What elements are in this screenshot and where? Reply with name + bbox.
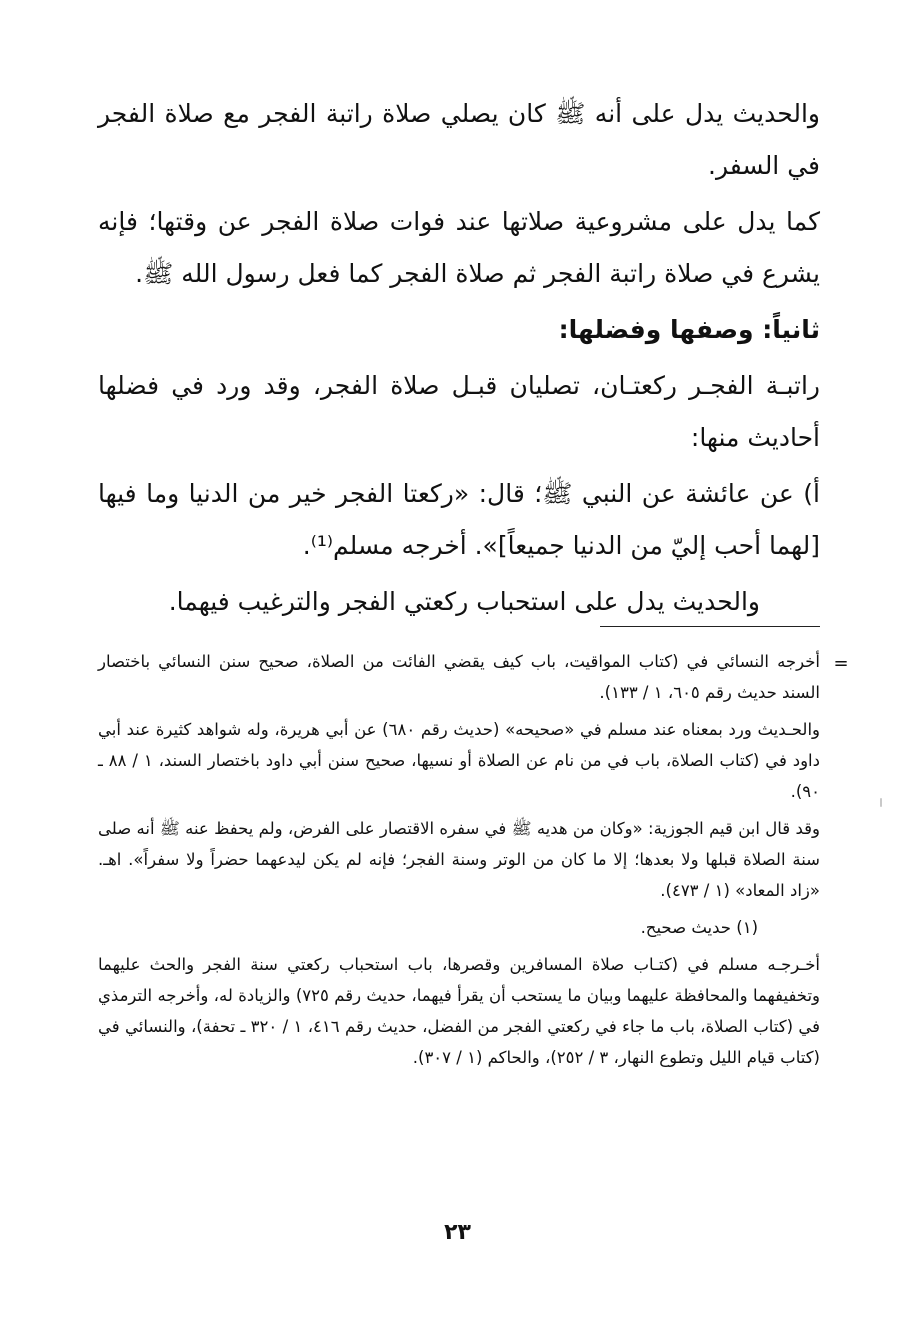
footnotes	[98, 646, 820, 1073]
footnote-muslim-meaning: والحـديث ورد بمعناه عند مسلم في «صحيحه» (حديث رقم ٦٨٠) عن أبي هريرة، وله شواهد كثيرة عند أبي داود في (كتاب الصلاة، باب في من نام عن الصلاة أو نسيها، صحيح سنن أبي داود باختصار السند، ١ / ٨٨ ـ ٩٠).	[98, 720, 820, 801]
paragraph-hadith-aisha: أ) عن عائشة عن النبي ﷺ؛ قال: «ركعتا الفجر خير من الدنيا وما فيها [لهما أحب إليّ من الدنيا جميعاً]». أخرجه مسلم⁽¹⁾.	[98, 479, 820, 560]
paragraph-conclusion: والحديث يدل على استحباب ركعتي الفجر والترغيب فيهما.	[168, 587, 760, 616]
footnote-ibn-qayyim: وقد قال ابن قيم الجوزية: «وكان من هديه ﷺ في سفره الاقتصار على الفرض، ولم يحفظ عنه ﷺ أنه صلى سنة الصلاة قبلها ولا بعدها؛ إلا ما كان من الوتر وسنة الفجر؛ فإنه لم يكن ليدعهما حضراً ولا سفراً». اهـ. «زاد المعاد» (١ / ٤٧٣).	[98, 819, 820, 900]
footnote-1-sources: أخـرجـه مسلم في (كتـاب صلاة المسافرين وقصرها، باب استحباب ركعتي سنة الفجر والحث عليهما وتخفيفهما والمحافظة عليهما وبيان ما يستحب أن يقرأ فيهما، حديث رقم ٧٢٥) والزيادة له، وأخرجه الترمذي في (كتاب الصلاة، باب ما جاء في ركعتي الفجر من الفضل، حديث رقم ٤١٦، ١ / ٣٢٠ ـ تحفة)، والنسائي في (كتاب قيام الليل وتطوع النهار، ٣ / ٢٥٢)، والحاكم (١ / ٣٠٧).	[98, 955, 820, 1067]
footnote-1-grade: (١) حديث صحيح.	[640, 918, 758, 937]
footnote-nasai: أخرجه النسائي في (كتاب المواقيت، باب كيف يقضي الفائت من الصلاة، صحيح سنن النسائي باختصار السند حديث رقم ٦٠٥، ١ / ١٣٣).	[98, 652, 820, 702]
scan-speck	[880, 798, 882, 807]
paragraph-missed-prayer: كما يدل على مشروعية صلاتها عند فوات صلاة الفجر عن وقتها؛ فإنه يشرع في صلاة راتبة الفجر ثم صلاة الفجر كما فعل رسول الله ﷺ.	[98, 207, 820, 288]
paragraph-travel: والحديث يدل على أنه ﷺ كان يصلي صلاة راتبة الفجر مع صلاة الفجر في السفر.	[98, 99, 820, 180]
page-number: ٢٣	[444, 1220, 471, 1245]
footnote-separator	[600, 626, 820, 627]
footnote-continuation-mark: =	[833, 653, 849, 674]
paragraph-description: راتبـة الفجـر ركعتـان، تصليان قبـل صلاة الفجر، وقد ورد في فضلها أحاديث منها:	[98, 371, 820, 452]
section-heading: ثانياً: وصفها وفضلها:	[558, 315, 820, 344]
main-text	[98, 88, 820, 628]
